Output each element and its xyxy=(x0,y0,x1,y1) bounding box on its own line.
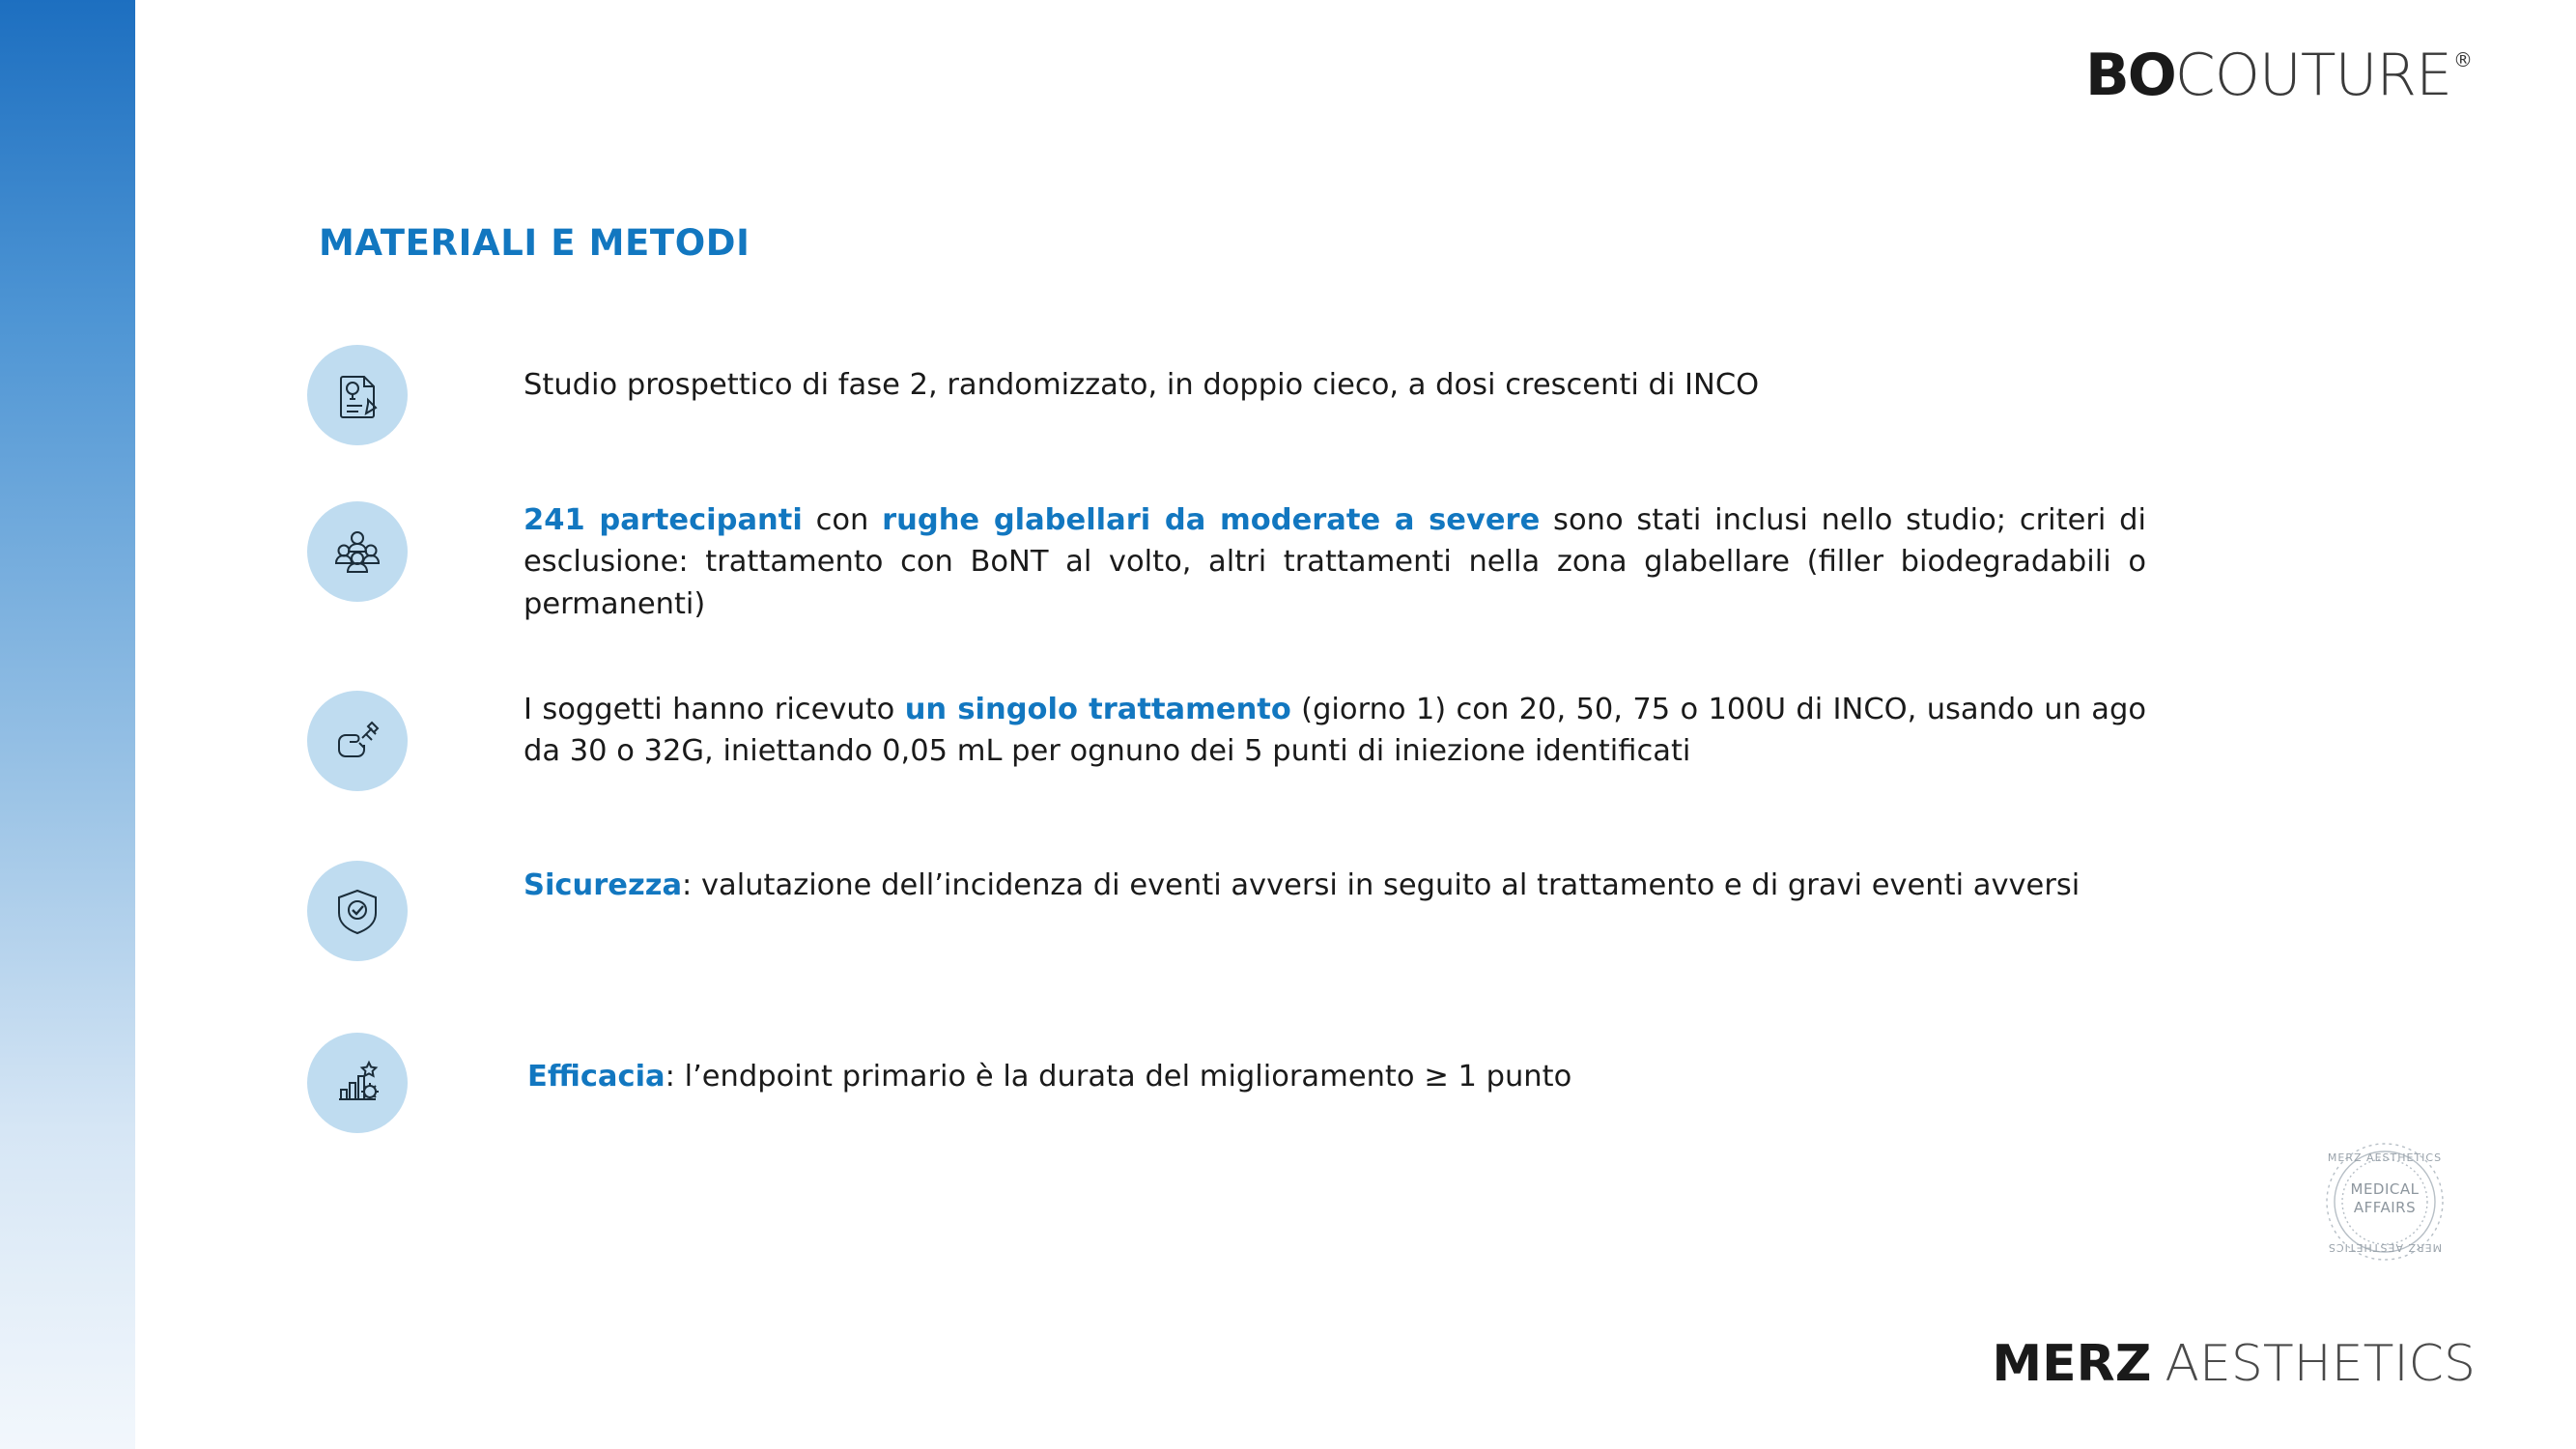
text-segment: (giorno 1) con 20, 50, 75 o 100U di INCO, usando un ago da 30 o 32G, iniettando 0,05 mL per ognuno dei 5 punti di iniezione identificati xyxy=(524,692,2147,769)
bocouture-logo-bold: BO xyxy=(2085,42,2175,109)
text-segment: : l’endpoint primario è la durata del miglioramento ≥ 1 punto xyxy=(665,1059,1572,1094)
stamp-middle-text xyxy=(2309,1180,2460,1217)
list-item xyxy=(307,499,2162,625)
text-highlight: Efficacia xyxy=(527,1059,665,1094)
merz-logo-light: AESTHETICS xyxy=(2165,1335,2476,1393)
list-item-text xyxy=(524,859,2146,906)
text-segment: con xyxy=(802,503,883,537)
page-title: MATERIALI E METODI xyxy=(319,222,750,264)
left-gradient-bar xyxy=(0,0,135,1449)
list-item xyxy=(307,343,2162,445)
shield-check-icon xyxy=(307,861,408,961)
bocouture-logo xyxy=(2085,42,2472,109)
list-item xyxy=(307,689,2162,791)
list-item-text xyxy=(524,689,2146,773)
list-item xyxy=(307,1031,2162,1133)
injection-hand-icon xyxy=(307,691,408,791)
text-segment: I soggetti hanno ricevuto xyxy=(524,692,905,726)
list-item-text xyxy=(524,343,2146,406)
merz-aesthetics-logo xyxy=(1992,1335,2476,1393)
list-item xyxy=(307,859,2162,961)
content-list xyxy=(307,343,2162,1133)
text-segment: : valutazione dell’incidenza di eventi avversi in seguito al trattamento e di gravi eventi avversi xyxy=(682,867,2081,902)
stamp-middle-line2: AFFAIRS xyxy=(2353,1198,2417,1216)
participants-group-icon xyxy=(307,501,408,602)
text-highlight: un singolo trattamento xyxy=(904,692,1291,726)
text-segment: Studio prospettico di fase 2, randomizzato, in doppio cieco, a dosi crescenti di INCO xyxy=(524,368,1760,402)
medical-affairs-stamp xyxy=(2309,1126,2460,1277)
registered-mark: ® xyxy=(2453,48,2472,71)
list-item-text xyxy=(527,1031,2150,1097)
list-item-text xyxy=(524,499,2146,625)
merz-logo-bold: MERZ xyxy=(1992,1335,2152,1393)
document-pen-icon xyxy=(307,345,408,445)
text-highlight: 241 partecipanti xyxy=(524,503,803,537)
stamp-middle-line1: MEDICAL xyxy=(2350,1180,2420,1198)
text-highlight: Sicurezza xyxy=(524,867,683,902)
text-segment: sono stati inclusi nello studio; criteri di esclusione: trattamento con BoNT al volto, altri trattamenti nella zona glabellare (filler biodegradabili o permanenti) xyxy=(524,503,2147,621)
bocouture-logo-light: COUTURE xyxy=(2174,42,2451,109)
stamp-bottom-text: MERZ AESTHETICS xyxy=(2327,1241,2443,1254)
text-highlight: rughe glabellari da moderate a severe xyxy=(882,503,1541,537)
stamp-top-text: MERZ AESTHETICS xyxy=(2327,1151,2443,1164)
bar-chart-gear-icon xyxy=(307,1033,408,1133)
